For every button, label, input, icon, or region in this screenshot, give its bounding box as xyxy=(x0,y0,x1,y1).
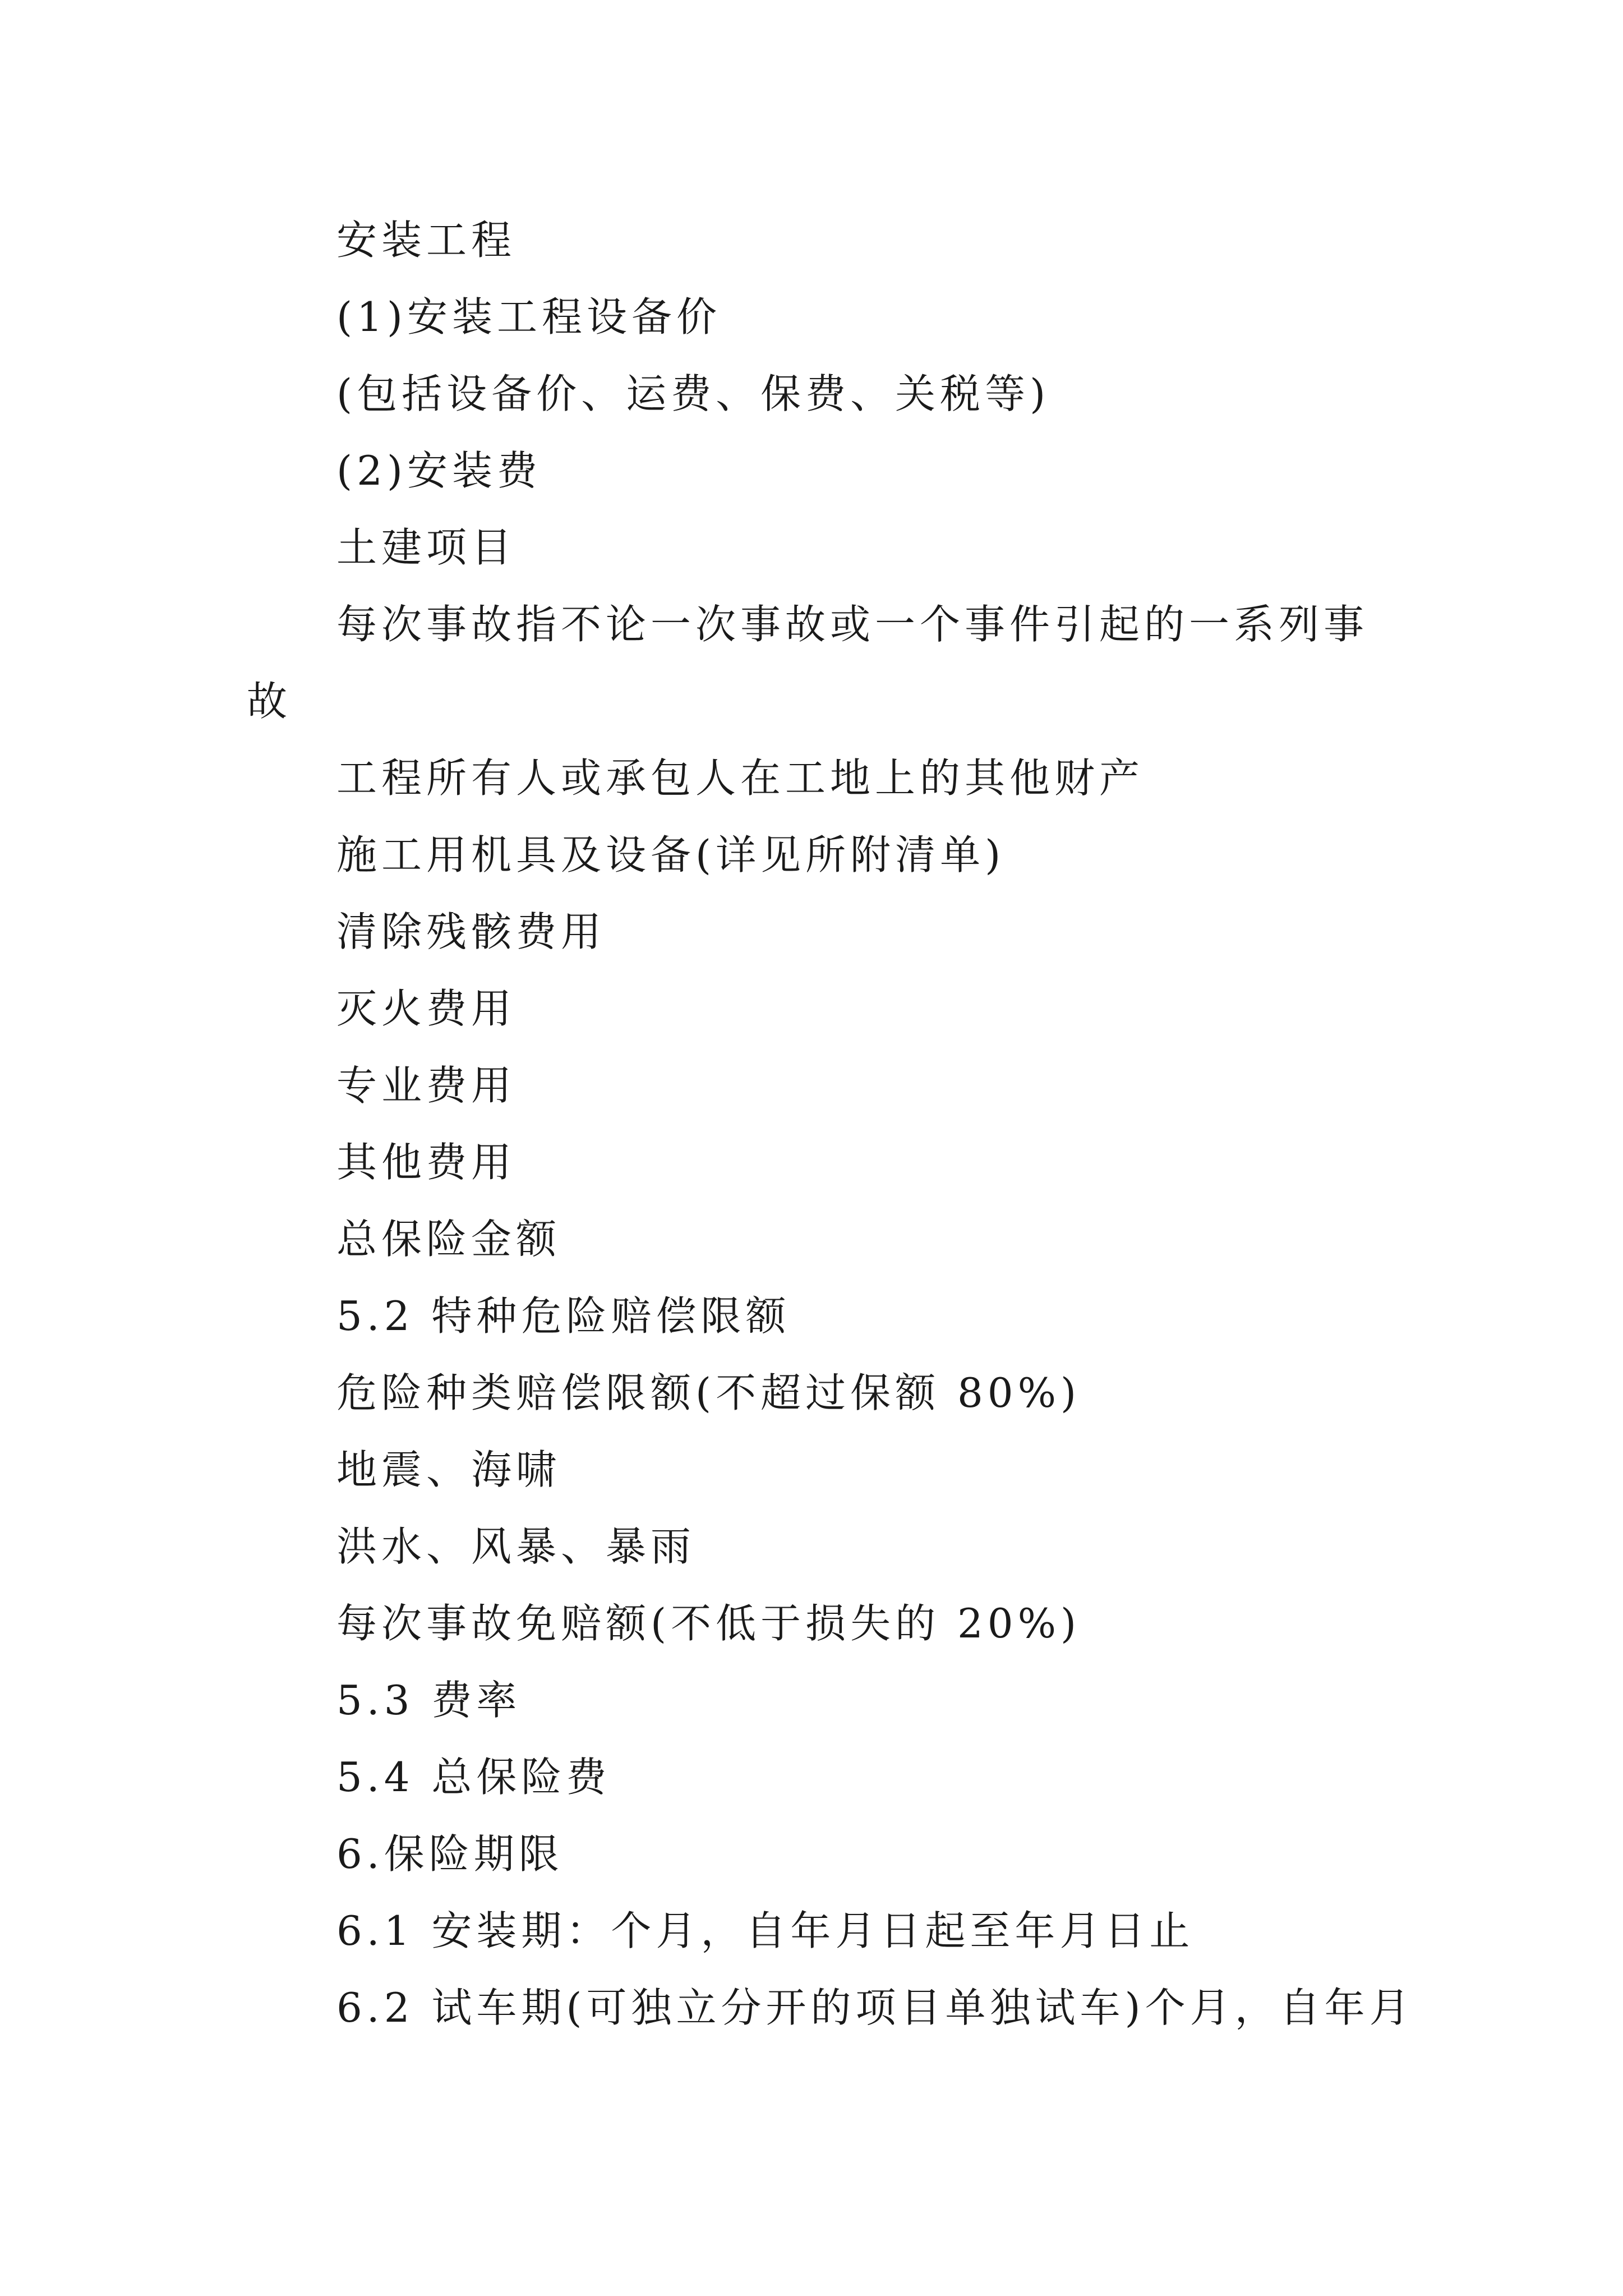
paragraph-per-accident-definition-cont: 故 xyxy=(247,678,292,725)
item-total-sum-insured: 总保险金额 xyxy=(336,1216,561,1263)
item-deductible: 每次事故免赔额(不低于损失的 20%) xyxy=(336,1600,1081,1647)
item-equipment-price: (1)安装工程设备价 xyxy=(336,293,721,341)
section-6-heading: 6.保险期限 xyxy=(336,1830,564,1878)
paragraph-per-accident-definition: 每次事故指不论一次事故或一个事件引起的一系列事 xyxy=(336,601,1369,648)
item-civil-works: 土建项目 xyxy=(336,524,517,571)
section-6-1-installation-period: 6.1 安装期：个月，自年月日起至年月日止 xyxy=(336,1907,1195,1954)
item-debris-removal: 清除残骸费用 xyxy=(336,908,606,955)
section-5-2-heading: 5.2 特种危险赔偿限额 xyxy=(336,1292,791,1340)
item-other-costs: 其他费用 xyxy=(336,1139,517,1186)
item-equipment-price-note: (包括设备价、运费、保费、关税等) xyxy=(336,370,1050,417)
item-flood-storm: 洪水、风暴、暴雨 xyxy=(336,1523,696,1570)
item-professional-fees: 专业费用 xyxy=(336,1062,517,1109)
item-earthquake-tsunami: 地震、海啸 xyxy=(336,1446,561,1493)
section-heading-installation: 安装工程 xyxy=(336,217,517,264)
section-6-2-test-period: 6.2 试车期(可独立分开的项目单独试车)个月，自年月 xyxy=(336,1984,1414,2031)
section-5-4-total-premium: 5.4 总保险费 xyxy=(336,1754,611,1801)
item-other-property: 工程所有人或承包人在工地上的其他财产 xyxy=(336,754,1145,802)
section-5-3-rate: 5.3 费率 xyxy=(336,1677,522,1724)
item-risk-limit: 危险种类赔偿限额(不超过保额 80%) xyxy=(336,1369,1081,1416)
item-construction-equipment: 施工用机具及设备(详见所附清单) xyxy=(336,831,1006,878)
item-firefighting-cost: 灭火费用 xyxy=(336,985,517,1032)
item-installation-fee: (2)安装费 xyxy=(336,447,542,494)
